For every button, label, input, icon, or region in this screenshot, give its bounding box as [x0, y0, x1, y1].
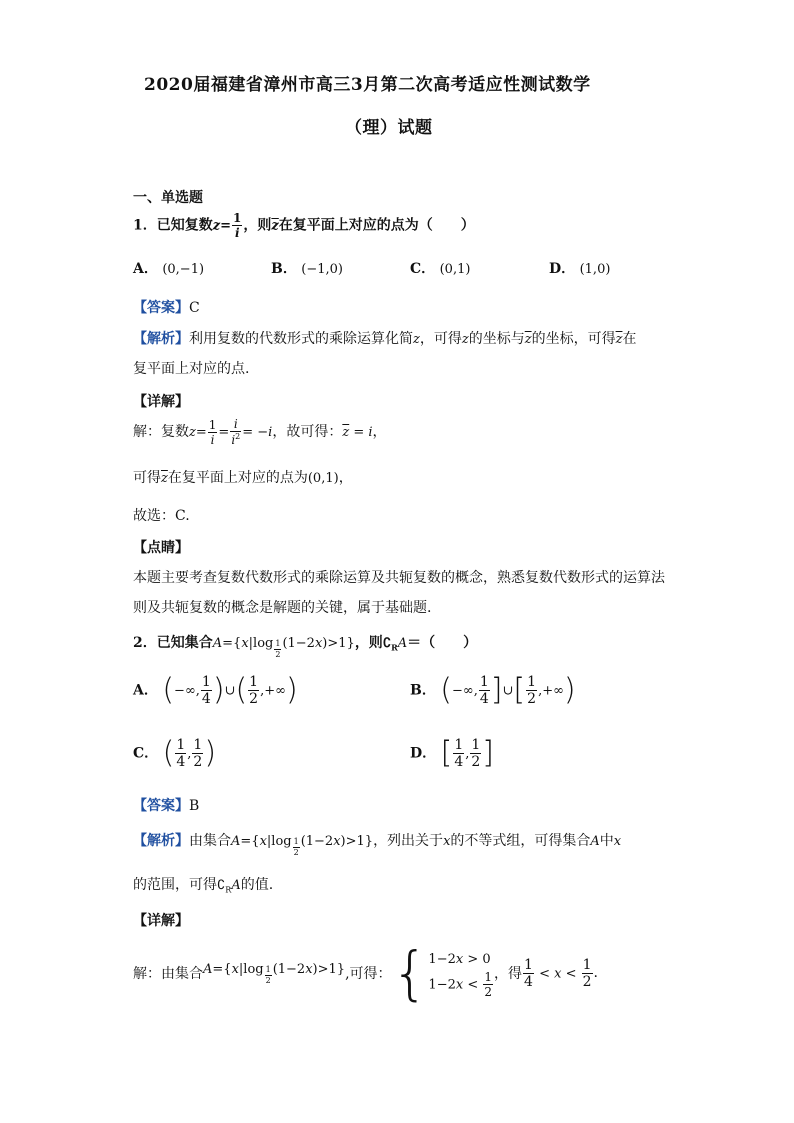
q2-analysis-line2: 的范围，可得$∁_RA$的值.	[133, 877, 274, 895]
q1-formula: z	[212, 218, 221, 234]
q1-analysis-line2: 复平面上对应的点.	[133, 361, 250, 377]
page-title-line1: 2020届福建省漳州市高三3月第二次高考适应性测试数学	[144, 75, 591, 95]
q1-choose: 故选：C.	[133, 508, 190, 524]
q2-option-c: C． ( $\frac{1}{4}$ , $\frac{1}{2}$ )	[133, 735, 217, 771]
q1-lead: 1．已知复数	[133, 217, 213, 234]
question-1-stem: 1．已知复数z= $\frac{1}{i}$ ，则$\overline{z}$在复平面上对应的点为（ ）	[133, 211, 475, 240]
q2-analysis-line1: 【解析】由集合A={x|log $_{\frac{1}{2}}$ (1−2x)>1}，列出关于x的不等式组，可得集合A中x	[133, 833, 622, 857]
q1-analysis-line1: 【解析】利用复数的代数形式的乘除运算化简z，可得z的坐标与$\overline{z}$的坐标，可得$\overline{z}$在	[133, 331, 637, 347]
q1-option-c: C． (0,1)	[410, 261, 471, 277]
q2-solution: 解：由集合A={x|log $_{\frac{1}{2}}$ (1−2x)>1},可得：{1−2x > 0 1−2x < $\frac{1}{2}$ ，得 $\frac{1}{4}$ < x < $\frac{1}{2}$ .	[133, 939, 598, 1007]
q1-option-a: A． (0,−1)	[133, 261, 205, 277]
q2-option-b: B． (−∞, $\frac{1}{4}$ ]∪[ $\frac{1}{2}$ ,+∞)	[410, 672, 576, 708]
page-title-line2: （理）试题	[345, 118, 433, 138]
section-heading: 一、单选题	[133, 190, 203, 206]
q1-mid: ，则	[243, 217, 272, 234]
q1-comment-line1: 本题主要考查复数代数形式的乘除运算及共轭复数的概念，熟悉复数代数形式的运算法	[133, 570, 665, 586]
q1-solution-line1: 解：复数z= $\frac{1}{i}$ = $\frac{i}{i^2}$ = −i，故可得：$\overline{z} = i$，	[133, 417, 387, 447]
q1-option-d: D． (1,0)	[549, 261, 611, 277]
q2-option-d: D． [ $\frac{1}{4}$ , $\frac{1}{2}$ ]	[410, 735, 495, 771]
q1-conj-z: $\overline{z}$	[271, 218, 279, 234]
q2-option-a: A． (−∞, $\frac{1}{4}$ )∪( $\frac{1}{2}$ ,+∞)	[133, 672, 298, 708]
q2-answer: 【答案】B	[133, 798, 200, 814]
q1-tail: 在复平面上对应的点为（ ）	[278, 217, 475, 234]
q1-detail-tag: 【详解】	[133, 394, 189, 410]
q1-fraction: $\frac{1}{i}$	[233, 211, 242, 240]
q1-option-b: B． (−1,0)	[271, 261, 344, 277]
question-2-stem: 2．已知集合A={x|log $_{\frac{1}{2}}$ (1−2x)>1}，则$∁_RA=$（ ）	[133, 635, 478, 659]
q1-answer: 【答案】C	[133, 300, 200, 316]
q1-solution-line2: 可得$\overline{z}$在复平面上对应的点为(0,1)，	[133, 470, 353, 486]
q1-comment-line2: 则及共轭复数的概念是解题的关键，属于基础题.	[133, 600, 432, 616]
q1-comment-tag: 【点睛】	[133, 540, 189, 556]
q2-detail-tag: 【详解】	[133, 913, 189, 929]
